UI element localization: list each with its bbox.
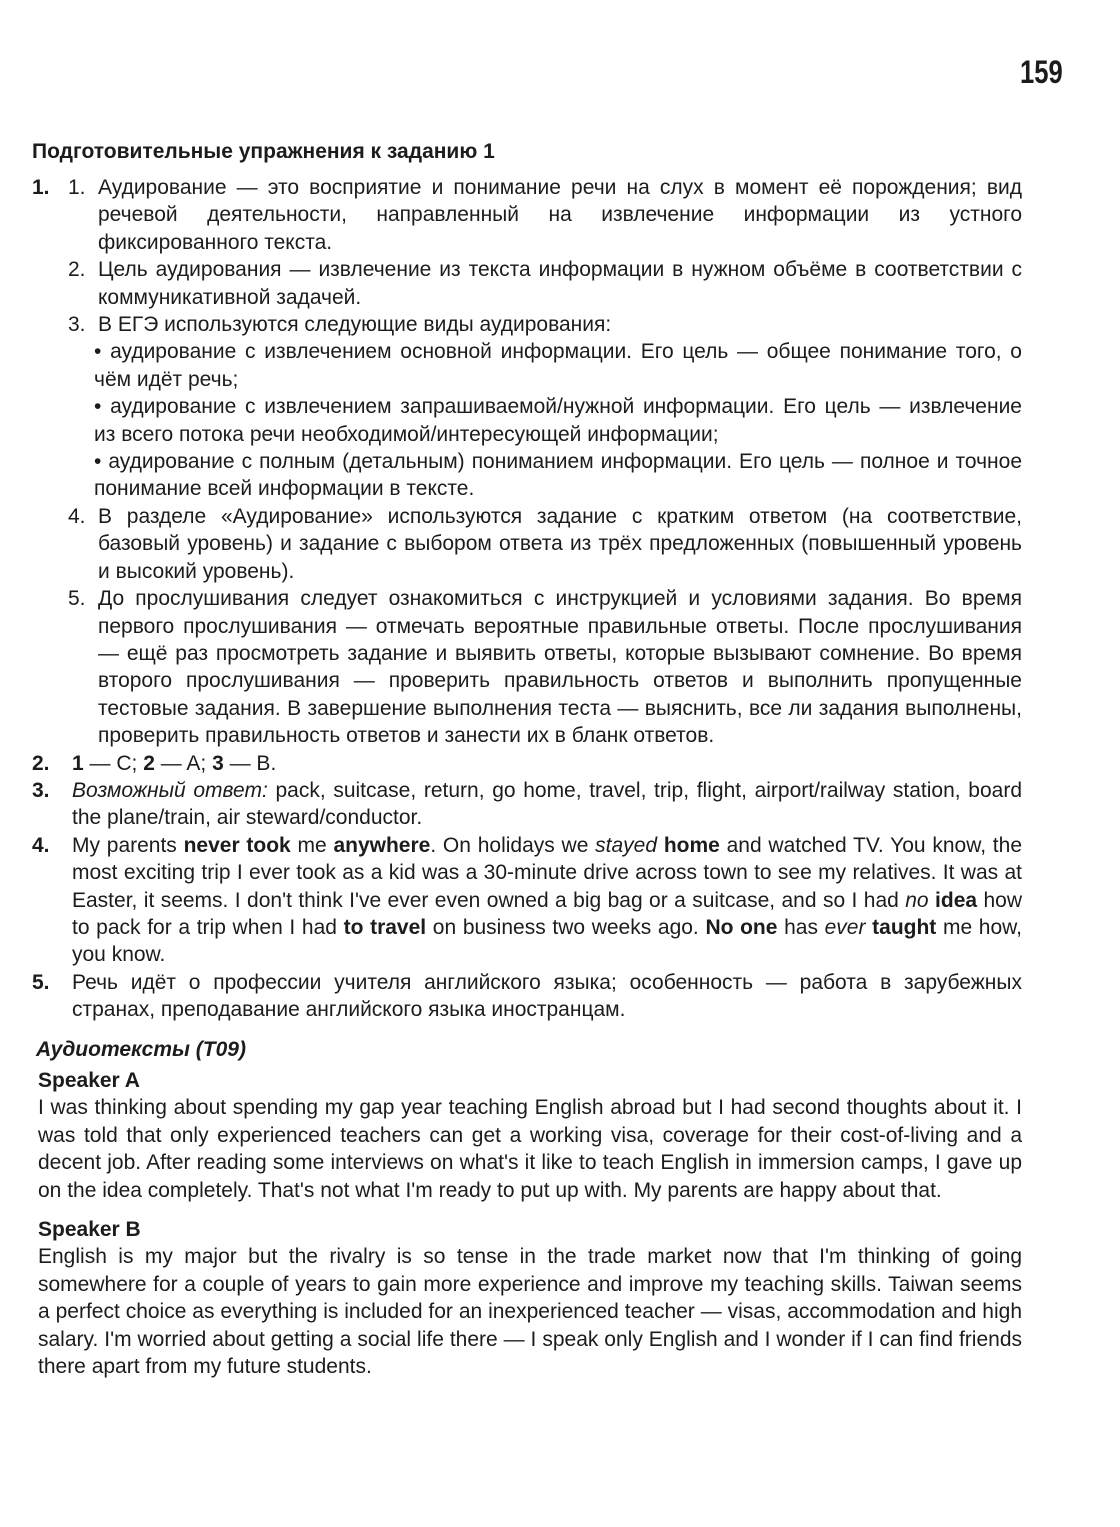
possible-answer-text: pack, suitcase, return, go home, travel, trip, flight, airport/railway station, board the plane/train, air steward/conductor. <box>72 778 1022 830</box>
item-number: 4. <box>32 833 50 857</box>
text-run: on business two weeks ago. <box>426 915 706 939</box>
subitem-number: 5. <box>68 587 86 611</box>
subitem-1-5 <box>32 585 1022 749</box>
subitem-number: 2. <box>68 258 86 282</box>
subitem-number: 4. <box>68 504 86 528</box>
subitem-text: Аудирование — это восприятие и понимание речи на слух в момент её порождения; вид речевой деятельности, направленный на извлечение информации из устного фиксированного текста. <box>98 176 1022 254</box>
subitem-text: Цель аудирования — извлечение из текста информации в нужном объёме в соответствии с коммуникативной задачей. <box>98 258 1022 309</box>
bold-phrase: anywhere <box>333 833 431 857</box>
answer-key-value: — C; <box>83 751 144 775</box>
bullet-item: • аудирование с извлечением запрашиваемой/нужной информации. Его цель — извлечение из всего потока речи необходимой/интересующей информации; <box>94 395 1022 446</box>
text-run: me <box>290 833 334 857</box>
answer-text: Речь идёт о профессии учителя английского языка; особенность — работа в зарубежных странах, преподавание английского языка иностранцам. <box>72 970 1022 1022</box>
text-run: My parents <box>72 833 184 857</box>
subitem-text: В разделе «Аудирование» используются задание с кратким ответом (на соответствие, базовый уровень) и задание с выбором ответа из трёх предложенных (повышенный уровень и высокий уровень). <box>98 504 1022 583</box>
answer-item-2 <box>32 750 1022 777</box>
text-run: and watched TV. You know, the most exciting trip I ever took as a kid was a 30-minute drive across town to see my relatives. It was at Easter, it seems. I don't think I've ever even owned a big bag or a suitcase, and so I had <box>72 833 1023 912</box>
text-run: has <box>777 915 825 939</box>
text-run <box>657 834 664 857</box>
item-number: 3. <box>32 778 50 802</box>
bold-phrase: to travel <box>343 915 427 939</box>
subitem-1-1 <box>32 174 1022 256</box>
answer-item-5 <box>32 969 1022 1024</box>
answer-key-number: 2 <box>143 751 155 775</box>
italic-phrase: ever <box>824 915 866 939</box>
text-run: . On holidays we <box>430 833 596 857</box>
possible-answer-label: Возможный ответ: <box>72 778 268 802</box>
subitem-text: В ЕГЭ используются следующие виды аудирования: <box>98 313 612 337</box>
answer-key-value: — A; <box>154 751 213 775</box>
subitem-1-3 <box>32 311 1022 338</box>
subitem-number: 1. <box>68 176 86 199</box>
text-run: me how, you know. <box>72 915 1023 967</box>
answer-key-number: 1 <box>72 751 84 775</box>
text-run: how to pack for a trip when I had <box>72 888 1022 939</box>
answer-item-1 <box>32 174 1022 750</box>
bullet-item: • аудирование с полным (детальным) пониманием информации. Его цель — полное и точное понимание всей информации в тексте. <box>94 450 1022 501</box>
bold-phrase: No one <box>705 915 778 939</box>
answer-key-number: 3 <box>212 751 224 775</box>
answer-key-value: — B. <box>223 751 277 775</box>
subitem-text: До прослушивания следует ознакомиться с инструкцией и условиями задания. Во время первого прослушивания — отмечать вероятные правильные ответы. После прослушивания — ещё раз просмотреть задание и выявить ответы, которые вызывают сомнение. Во время второго прослушивания — проверить правильность ответов и выполнить пропущенные тестовые задания. В завершение выполнения теста — выяснить, все ли задания выполнены, проверить правильность ответов и занести их в бланк ответов. <box>98 587 1022 748</box>
bullet-item: • аудирование с извлечением основной информации. Его цель — общее понимание того, о чём идёт речь; <box>94 340 1022 391</box>
speaker-heading: Speaker B <box>38 1218 141 1242</box>
page-number: 159 <box>1020 54 1063 90</box>
answer-item-3 <box>32 777 1022 832</box>
bold-phrase: idea <box>935 888 978 912</box>
bold-phrase: home <box>663 833 720 857</box>
answer-item-4 <box>32 832 1022 969</box>
italic-phrase: no <box>905 888 929 912</box>
speaker-text: English is my major but the rivalry is so tense in the trade market now that I'm thinking of going somewhere for a couple of years to gain more experience and improve my teaching skills. Taiwan seems a perfect choice as everything is included for an inexperienced teacher — visas, accommodation and high salary. I'm worried about getting a social life there — I speak only English and I wonder if I can find friends there apart from my future students. <box>38 1245 1022 1379</box>
speaker-text: I was thinking about spending my gap year teaching English abroad but I had second thoughts about it. I was told that only experienced teachers can get a working visa, coverage for their cost-of-living and a decent job. After reading some interviews on what's it like to teach English in immersion camps, I gave up on the idea completely. That's not what I'm ready to put up with. My parents are happy about that. <box>38 1096 1022 1202</box>
item-number: 1. <box>32 176 50 199</box>
item-number: 5. <box>32 970 50 994</box>
italic-phrase: stayed <box>595 833 658 857</box>
item-number: 2. <box>32 751 50 775</box>
subitem-1-4 <box>32 503 1022 585</box>
audio-texts-heading: Аудиотексты (T09) <box>36 1037 246 1061</box>
subitem-number: 3. <box>68 313 86 337</box>
section-title: Подготовительные упражнения к заданию 1 <box>32 140 495 163</box>
bold-phrase: never took <box>183 833 291 857</box>
subitem-1-2 <box>32 256 1022 311</box>
speaker-heading: Speaker A <box>38 1069 140 1092</box>
bold-phrase: taught <box>872 915 937 939</box>
page-content <box>32 138 1022 1380</box>
